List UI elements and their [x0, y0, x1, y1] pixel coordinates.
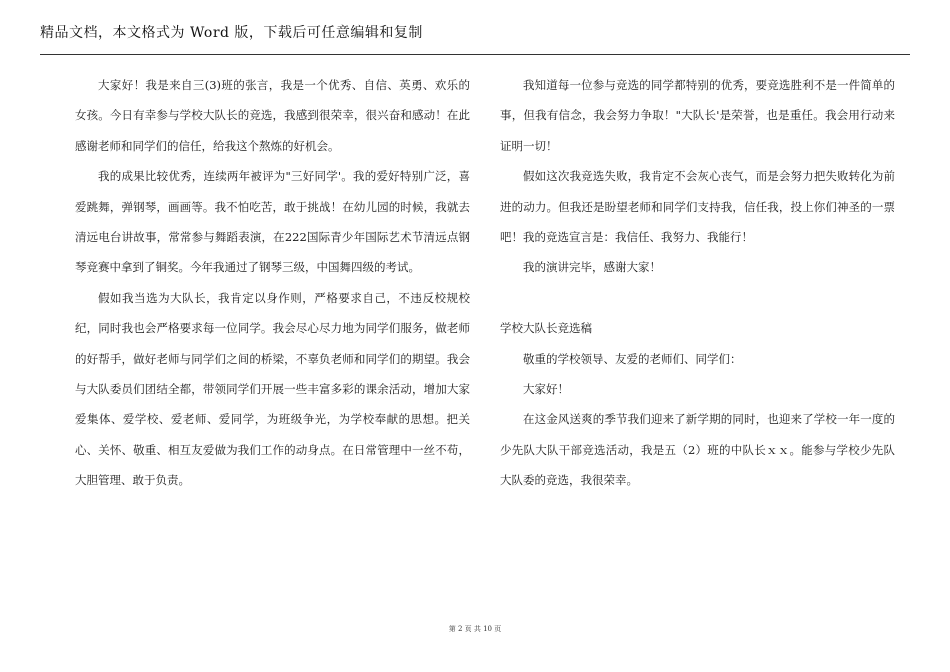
paragraph: 我的成果比较优秀，连续两年被评为"三好同学'。我的爱好特别广泛，喜爱跳舞，弹钢琴，画画等。我不怕吃苦，敢于挑战！在幼儿园的时候，我就去清远电台讲故事，常常参与舞蹈表演，在222国际青少年国际艺术节清远点钢琴竞赛中拿到了铜奖。今年我通过了钢琴三级，中国舞四级的考试。	[75, 169, 470, 275]
greeting: 大家好！	[523, 382, 569, 397]
section-title: 学校大队长竞选稿	[500, 321, 592, 336]
section-spacer	[500, 283, 895, 313]
salutation: 敬重的学校领导、友爱的老师们、同学们：	[523, 351, 742, 366]
paragraph: 我知道每一位参与竞选的同学都特别的优秀，要竞选胜利不是一件简单的事，但我有信念，我会努力争取！"大队长'是荣誉，也是重任。我会用行动来证明一切！	[500, 78, 895, 153]
paragraph: 假如这次我竞选失败，我肯定不会灰心丧气，而是会努力把失败转化为前进的动力。但我还是盼望老师和同学们支持我，信任我，投上你们神圣的一票吧！我的竞选宣言是：我信任、我努力、我能行！	[500, 169, 895, 245]
header-divider	[40, 54, 910, 55]
paragraph: 大家好！我是来自三(3)班的张言，我是一个优秀、自信、英勇、欢乐的女孩。今日有幸参与学校大队长的竞选，我感到很荣幸，很兴奋和感动！在此感谢老师和同学们的信任，给我这个熬炼的好机会。	[75, 78, 470, 153]
paragraph: 假如我当选为大队长，我肯定以身作则，严格要求自己，不违反校规校纪，同时我也会严格要求每一位同学。我会尽心尽力地为同学们服务，做老师的好帮手，做好老师与同学们之间的桥梁，不辜负老师和同学们的期望。我会与大队委员们团结全都，带领同学们开展一些丰富多彩的课余活动，增加大家爱集体、爱学校、爱老师、爱同学，为班级争光，为学校奉献的思想。把关心、关怀、敬重、相互友爱做为我们工作的动身点。在日常管理中一丝不苟，大胆管理、敢于负责。	[75, 290, 470, 488]
document-header: 精品文档，本文格式为 Word 版，下载后可任意编辑和复制	[40, 25, 423, 41]
paragraph: 在这金风送爽的季节我们迎来了新学期的同时，也迎来了学校一年一度的少先队大队干部竞选活动，我是五（2）班的中队长ｘｘ。能参与学校少先队大队委的竞选，我很荣幸。	[500, 412, 895, 488]
left-column	[75, 70, 470, 496]
right-column	[500, 70, 895, 496]
page-number: 第 2 页 共 10 页	[448, 625, 502, 633]
paragraph: 我的演讲完毕，感谢大家！	[523, 260, 661, 275]
